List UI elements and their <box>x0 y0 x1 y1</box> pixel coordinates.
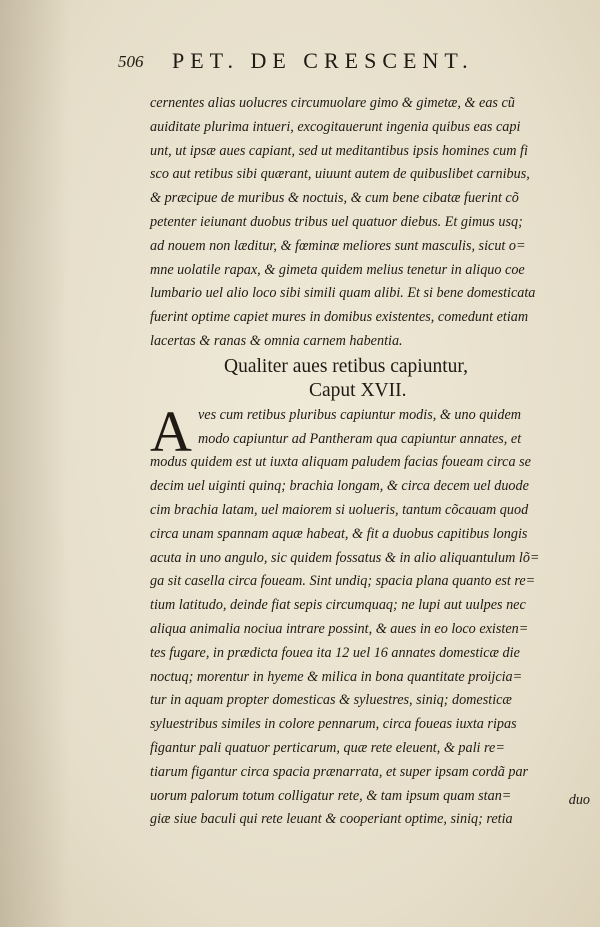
text-line: decim uel uiginti quinq; brachia longam, & circa decem uel duode <box>150 478 529 495</box>
text-line: aliqua animalia nociua intrare possint, & aues in eo loco existen= <box>150 620 529 637</box>
text-line: tes fugare, in prædicta fouea ita 12 uel 16 annates domesticæ die <box>150 644 520 661</box>
dropcap-lines <box>150 404 590 452</box>
text-line: figantur pali quatuor perticarum, quæ rete eleuent, & pali re= <box>150 739 505 756</box>
text-line: tur in aquam propter domesticas & syluestres, siniq; domesticæ <box>150 692 512 709</box>
text-line: ga sit casella circa foueam. Sint undiq; spacia plana quanto est re= <box>150 573 536 590</box>
text-line: noctuq; morentur in hyeme & milica in bona quantitate proijcia= <box>150 668 523 685</box>
text-line: unt, ut ipsæ aues capiant, sed ut meditantibus ipsis homines cum fi <box>150 142 528 159</box>
page-number: 506 <box>118 52 144 71</box>
paragraph-continuation <box>150 451 590 832</box>
chapter-paragraph <box>150 398 590 832</box>
chapter-title: Qualiter aues retibus capiuntur, <box>224 355 468 377</box>
text-line: modo capiuntur ad Pantheram qua capiuntur annates, et <box>198 430 522 447</box>
catchword: duo <box>568 792 590 808</box>
chapter-number: Caput XVII. <box>309 379 407 401</box>
text-line: mne uolatile rapax, & gimeta quidem melius tenetur in aliquo coe <box>150 261 525 278</box>
body-text <box>150 92 590 832</box>
text-line: giæ siue baculi qui rete leuant & cooperiant optime, siniq; retia <box>150 811 513 828</box>
text-line: sco aut retibus sibi quærant, uiuunt autem de quibuslibet carnibus, <box>150 166 530 183</box>
text-line: & præcipue de muribus & noctuis, & cum bene cibatæ fuerint cõ <box>150 190 519 207</box>
gutter-shadow <box>0 0 70 927</box>
text-line: tium latitudo, deinde fiat sepis circumquaq; ne lupi aut uulpes nec <box>150 597 526 614</box>
text-line: lacertas & ranas & omnia carnem habentia. <box>150 332 403 349</box>
text-line: uorum palorum totum colligatur rete, & tam ipsum quam stan= <box>150 787 512 804</box>
text-line: cim brachia latam, uel maiorem si uolueris, tantum cõcauam quod <box>150 501 529 518</box>
text-line: syluestribus similes in colore pennarum, circa foueas iuxta ripas <box>150 716 517 733</box>
text-line: fuerint optime capiet mures in domibus existentes, comedunt etiam <box>150 309 529 326</box>
text-line: acuta in uno angulo, sic quidem fossatus & in alio aliquantulum lõ= <box>150 549 540 566</box>
running-head: PET. DE CRESCENT. <box>172 48 474 73</box>
drop-cap: A <box>150 398 192 464</box>
text-line: ves cum retibus pluribus capiuntur modis, & uno quidem <box>198 406 522 423</box>
text-line: circa unam spannam aquæ habeat, & fit a duobus capitibus longis <box>150 525 528 542</box>
text-line: petenter ieiunant duobus tribus uel quatuor diebus. Et gimus usq; <box>150 213 523 230</box>
text-line: auiditate plurima intueri, excogitauerunt ingenia quibus eas capi <box>150 118 521 135</box>
paragraph-previous-chapter <box>150 92 590 354</box>
text-line: ad nouem non læditur, & fœminæ meliores sunt masculis, sicut o= <box>150 237 526 254</box>
text-line: lumbario uel alio loco sibi simili quam alibi. Et si bene domesticata <box>150 285 536 302</box>
text-line: modus quidem est ut iuxta aliquam paludem facias foueam circa se <box>150 454 531 471</box>
page-header <box>118 48 538 78</box>
text-line: cernentes alias uolucres circumuolare gimo & gimetæ, & eas cũ <box>150 95 515 111</box>
text-line: tiarum figantur circa spacia prænarrata, et super ipsam cordã par <box>150 763 529 780</box>
